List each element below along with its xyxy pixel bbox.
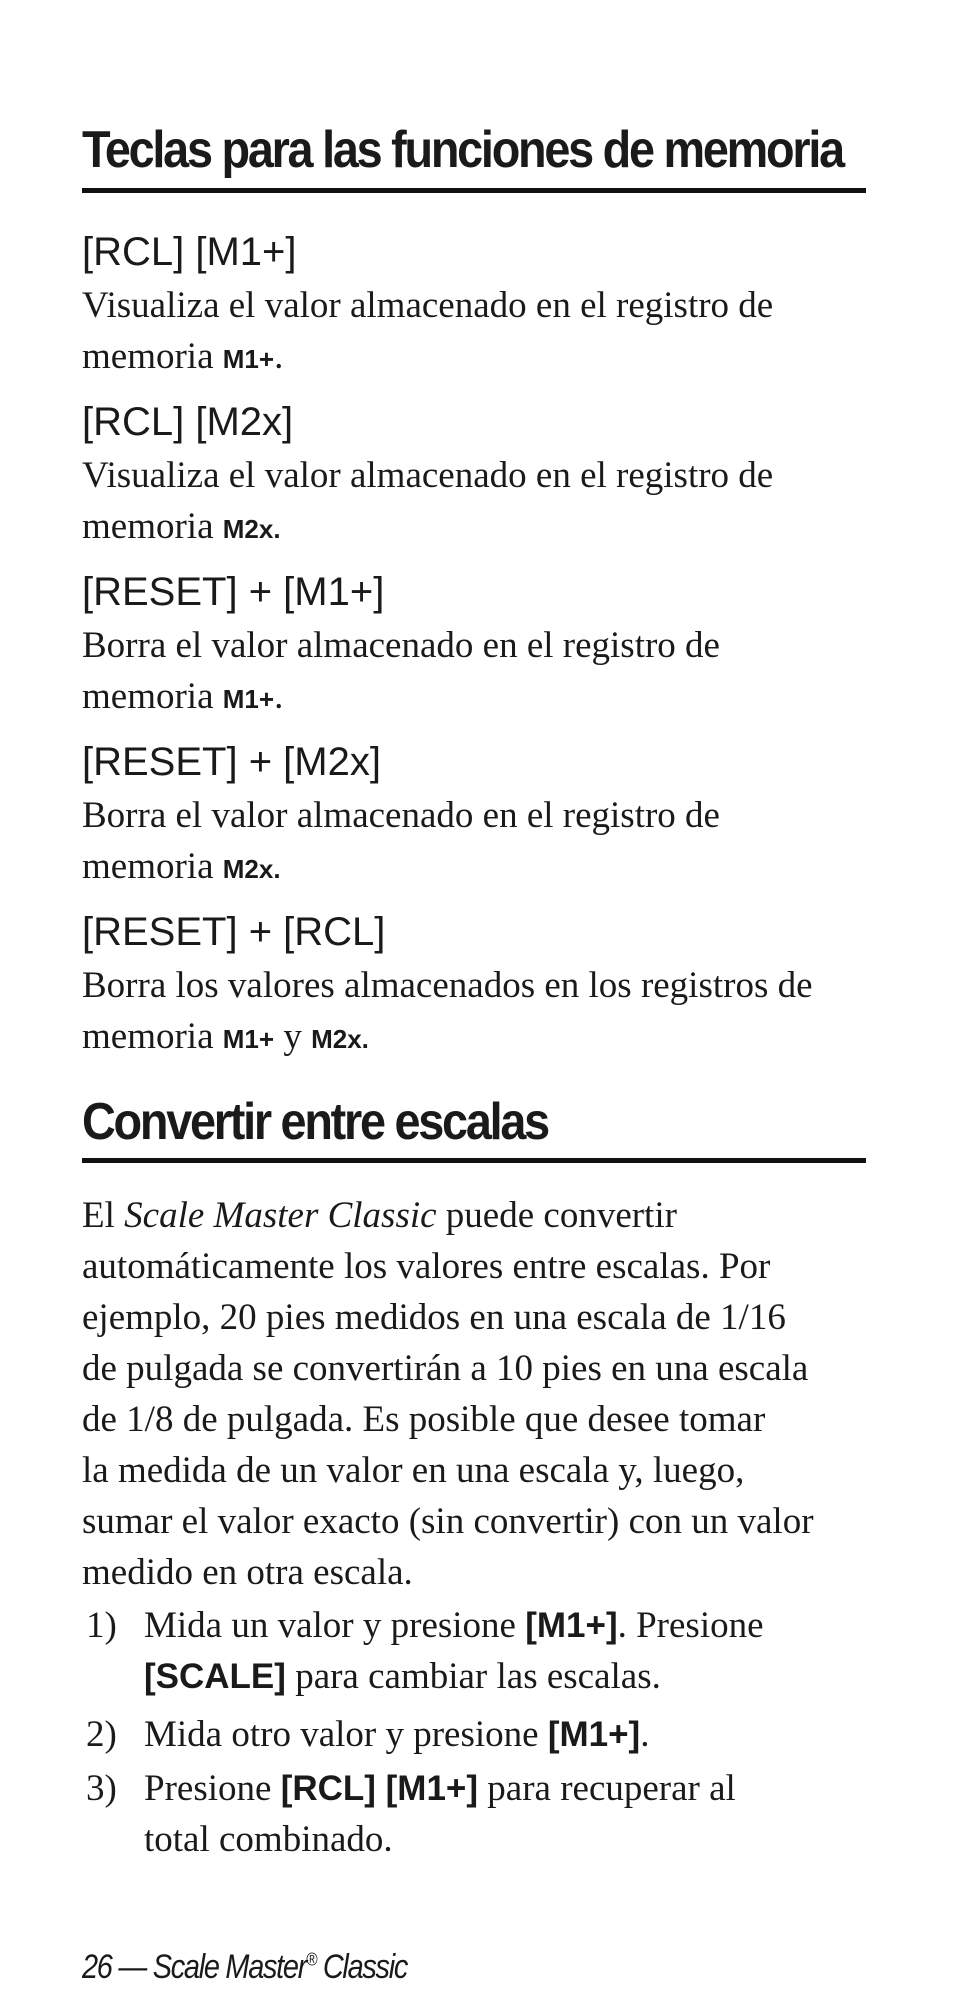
- key-combo-label: [RCL] [M2x]: [82, 400, 294, 444]
- desc-line: Borra el valor almacenado en el registro de: [82, 795, 720, 836]
- desc-line: memoria: [82, 506, 223, 547]
- step-number: 3): [86, 1768, 117, 1809]
- desc-end: .: [274, 676, 284, 717]
- product-name: Scale Master Classic: [124, 1195, 437, 1236]
- intro-text: la medida de un valor en una escala y, luego,: [82, 1450, 745, 1491]
- step-text-part: total combinado.: [144, 1819, 393, 1860]
- entry-description: [82, 960, 813, 1065]
- entry-description: [82, 280, 773, 385]
- inline-key: [M1+]: [547, 1715, 641, 1754]
- desc-line: Borra los valores almacenados en los registros de: [82, 965, 813, 1006]
- desc-line: memoria: [82, 846, 223, 887]
- desc-connector: y: [274, 1016, 312, 1057]
- register-name: M2x.: [222, 514, 281, 544]
- step-number: 1): [86, 1605, 117, 1646]
- inline-key: [M1+]: [525, 1606, 618, 1645]
- desc-line: Borra el valor almacenado en el registro de: [82, 625, 720, 666]
- entry-description: [82, 450, 773, 555]
- desc-line: Visualiza el valor almacenado en el registro de: [82, 285, 774, 326]
- intro-text: El: [82, 1195, 125, 1236]
- register-name: M1+: [222, 684, 275, 714]
- memory-entry: [82, 232, 297, 272]
- step-text: [144, 1763, 866, 1865]
- inline-key: [SCALE]: [144, 1657, 286, 1696]
- memory-entry-desc: [82, 280, 773, 385]
- footer-text: Classic: [316, 1948, 408, 1986]
- memory-entry: [82, 742, 381, 782]
- desc-line: memoria: [82, 676, 223, 717]
- register-name: M2x.: [222, 854, 281, 884]
- register-name: M2x.: [311, 1024, 369, 1054]
- intro-text: medido en otra escala.: [82, 1552, 413, 1593]
- register-name: M1+: [222, 344, 275, 374]
- step-text-part: para cambiar las escalas.: [285, 1656, 661, 1697]
- step-text-part: Mida un valor y presione: [144, 1605, 526, 1646]
- step-text-part: Presione: [144, 1768, 281, 1809]
- intro-paragraph: [82, 1190, 866, 1598]
- desc-line: memoria: [82, 1016, 223, 1057]
- memory-entry: [82, 572, 384, 612]
- desc-line: memoria: [82, 336, 223, 377]
- convert-section-title: Convertir entre escalas: [82, 1093, 548, 1151]
- key-combo-label: [RESET] + [M1+]: [82, 570, 385, 614]
- key-combo-label: [RCL] [M1+]: [82, 230, 297, 274]
- memory-entry-desc: [82, 960, 813, 1065]
- convert-title-rule: [82, 1158, 866, 1163]
- key-combo-label: [RESET] + [RCL]: [82, 910, 386, 954]
- memory-section-header: [82, 121, 927, 179]
- inline-key: [RCL] [M1+]: [280, 1769, 479, 1808]
- intro-text: de pulgada se convertirán a 10 pies en una escala: [82, 1348, 809, 1389]
- intro-text: puede convertir: [436, 1195, 677, 1236]
- desc-end: .: [274, 336, 284, 377]
- memory-entry: [82, 912, 385, 952]
- intro-text: ejemplo, 20 pies medidos en una escala de 1/16: [82, 1297, 786, 1338]
- register-name: M1+: [222, 1024, 275, 1054]
- memory-entry-desc: [82, 790, 720, 895]
- step-text-part: . Presione: [617, 1605, 764, 1646]
- memory-title-rule: [82, 188, 866, 193]
- step-text-part: para recuperar al: [478, 1768, 736, 1809]
- step-text-part: Mida otro valor y presione: [144, 1714, 548, 1755]
- step-number: 2): [86, 1714, 117, 1755]
- footer-text: 26 — Scale Master: [82, 1948, 307, 1986]
- intro-text: de 1/8 de pulgada. Es posible que desee tomar: [82, 1399, 766, 1440]
- convert-intro: [82, 1190, 866, 1598]
- step-text: [144, 1709, 866, 1760]
- key-combo-label: [RESET] + [M2x]: [82, 740, 381, 784]
- entry-description: [82, 790, 720, 895]
- page-footer: [82, 1948, 407, 1987]
- entry-description: [82, 620, 720, 725]
- intro-text: automáticamente los valores entre escalas. Por: [82, 1246, 771, 1287]
- desc-line: Visualiza el valor almacenado en el registro de: [82, 455, 774, 496]
- memory-entry-desc: [82, 450, 773, 555]
- memory-section-title: Teclas para las funciones de memoria: [82, 121, 843, 179]
- step-text: [144, 1600, 866, 1702]
- step-text-part: .: [640, 1714, 650, 1755]
- memory-entry: [82, 402, 293, 442]
- intro-text: sumar el valor exacto (sin convertir) con un valor: [82, 1501, 814, 1542]
- convert-section-header: [82, 1093, 600, 1151]
- registered-mark: ®: [306, 1949, 317, 1970]
- memory-entry-desc: [82, 620, 720, 725]
